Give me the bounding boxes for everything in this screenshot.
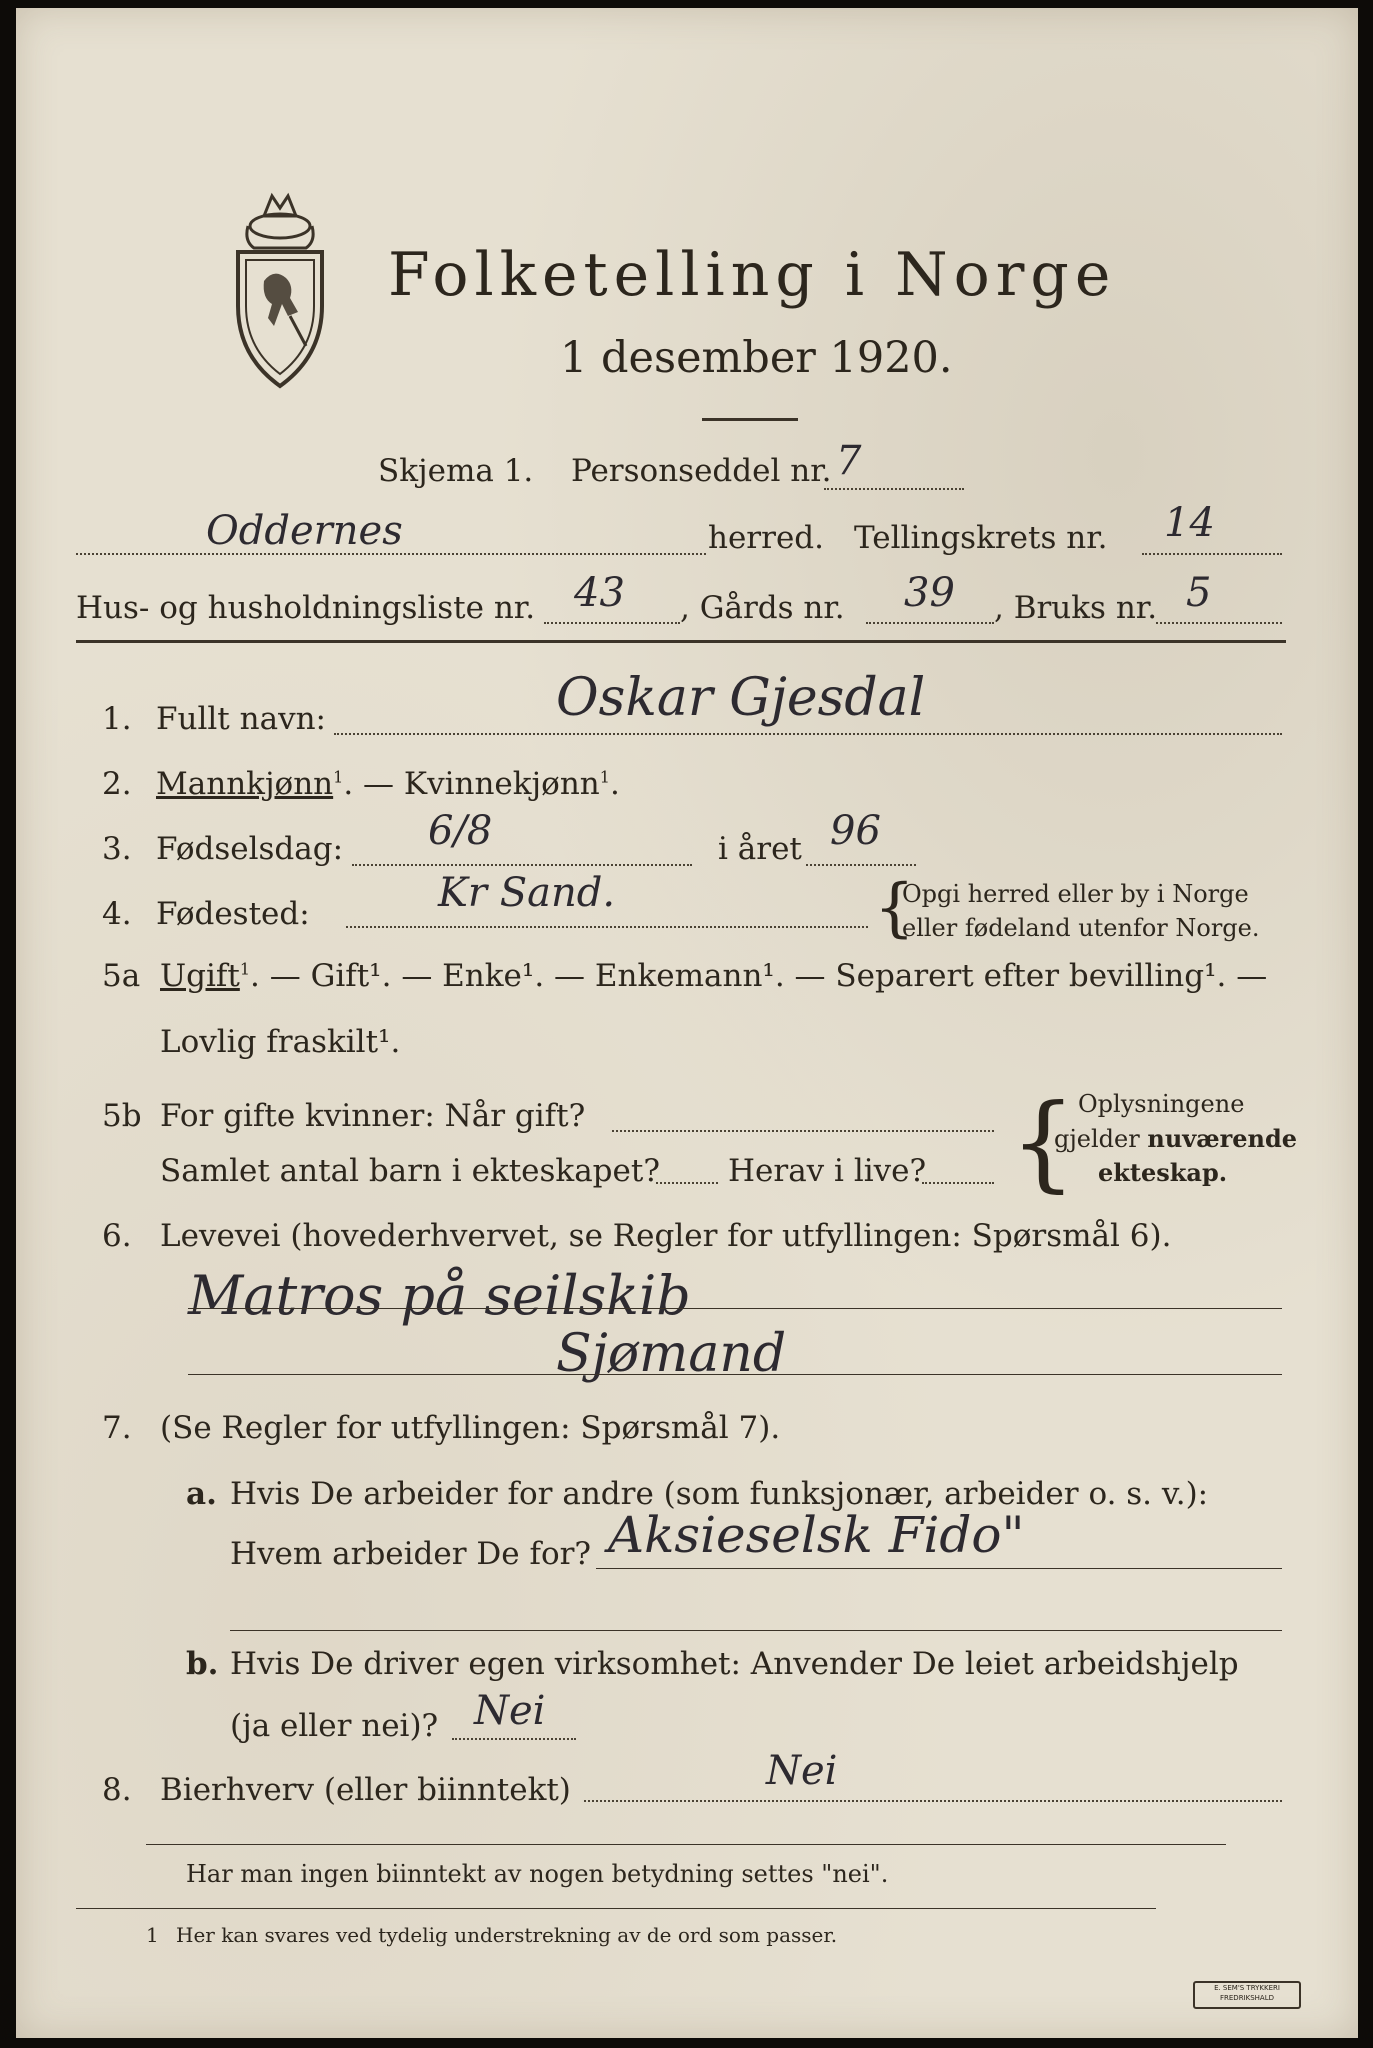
bruks-label: , Bruks nr. xyxy=(994,590,1158,626)
census-form-page xyxy=(16,8,1358,2038)
q4-line xyxy=(346,926,868,928)
tellingskrets-value: 14 xyxy=(1164,500,1215,546)
q2-end: . xyxy=(609,766,620,802)
q1-label: Fullt navn: xyxy=(156,701,326,737)
bruks-line xyxy=(1156,622,1282,624)
herred-label: herred. xyxy=(708,520,824,556)
printer-stamp xyxy=(1193,1981,1301,2009)
q6-value-1: Matros på seilskib xyxy=(188,1264,691,1327)
personseddel-value: 7 xyxy=(836,438,862,484)
q7a-label: Hvis De arbeider for andre (som funksjonær, arbeider o. s. v.): xyxy=(230,1476,1209,1512)
q5b-note-2b: nuværende xyxy=(1147,1124,1298,1153)
header-divider xyxy=(76,640,1286,643)
q4-label: Fødested: xyxy=(156,896,310,932)
schema-label: Skjema 1. xyxy=(378,453,534,489)
hus-value: 43 xyxy=(574,570,625,616)
q5b-note-2a: gjelder xyxy=(1054,1125,1140,1153)
q5b-children-line xyxy=(656,1182,718,1184)
form-title: Folketelling i Norge xyxy=(388,240,1117,310)
q6-number: 6. xyxy=(102,1218,132,1254)
q5b-note-3: ekteskap. xyxy=(1098,1158,1228,1187)
q2-male-option: Mannkjønn xyxy=(156,766,334,802)
q7b-value: Nei xyxy=(474,1688,546,1734)
q4-note-2: eller fødeland utenfor Norge. xyxy=(902,914,1260,942)
q4-number: 4. xyxy=(102,896,132,932)
form-date: 1 desember 1920. xyxy=(560,333,953,383)
bruks-value: 5 xyxy=(1186,570,1212,616)
q3-year-line xyxy=(806,864,916,866)
q4-brace: { xyxy=(874,871,915,945)
q5b-label: For gifte kvinner: Når gift? xyxy=(160,1098,586,1134)
tellingskrets-label: Tellingskrets nr. xyxy=(854,520,1108,556)
printer-stamp-line2: FREDRIKSHALD xyxy=(1219,1994,1274,2002)
q5a-ugift-option: Ugift xyxy=(160,958,240,994)
q1-number: 1. xyxy=(102,701,132,737)
personseddel-label: Personseddel nr. xyxy=(571,453,832,489)
footnote-text: Her kan svares ved tydelig understrekning av de ord som passer. xyxy=(176,1923,838,1947)
personseddel-line xyxy=(824,488,964,490)
q5b-note-2 xyxy=(1054,1124,1297,1153)
q3-line xyxy=(352,864,692,866)
q7b-label-2: (ja eller nei)? xyxy=(230,1708,439,1744)
q6-line-2 xyxy=(188,1374,1282,1375)
q4-value: Kr Sand. xyxy=(438,870,616,916)
q3-year-label: i året xyxy=(718,831,802,867)
hus-line xyxy=(544,622,680,624)
q6-value-2: Sjømand xyxy=(556,1324,787,1384)
q3-number: 3. xyxy=(102,831,132,867)
herred-line xyxy=(76,553,706,555)
q7b-label: Hvis De driver egen virksomhet: Anvender De leiet arbeidshjelp xyxy=(230,1646,1239,1682)
q5b-number: 5b xyxy=(102,1098,142,1134)
q7b-number: b. xyxy=(186,1646,219,1682)
q8-line xyxy=(584,1800,1282,1802)
q3-value: 6/8 xyxy=(428,808,493,854)
herred-value: Oddernes xyxy=(206,508,403,554)
q2-options: Mannkjønn$^1$. — Kvinnekjønn$^1$. xyxy=(156,766,620,802)
q5b-note-1: Oplysningene xyxy=(1078,1090,1245,1118)
tellingskrets-line xyxy=(1142,553,1282,555)
printer-stamp-line1: E. SEM'S TRYKKERI xyxy=(1214,1984,1280,1992)
gards-line xyxy=(866,622,994,624)
footer-note: Har man ingen biinntekt av nogen betydning settes "nei". xyxy=(186,1860,889,1888)
q5b-children-label: Samlet antal barn i ekteskapet? xyxy=(160,1153,660,1189)
q5a-options: Ugift$^1$. — Gift¹. — Enke¹. — Enkemann¹. — Separert efter bevilling¹. — xyxy=(160,958,1268,994)
q7a-label-2: Hvem arbeider De for? xyxy=(230,1536,592,1572)
q2-number: 2. xyxy=(102,766,132,802)
q3-label: Fødselsdag: xyxy=(156,831,344,867)
q8-value: Nei xyxy=(766,1748,838,1794)
q8-number: 8. xyxy=(102,1772,132,1808)
q6-label: Levevei (hovederhvervet, se Regler for utfyllingen: Spørsmål 6). xyxy=(160,1218,1172,1254)
footnote-divider xyxy=(76,1908,1156,1909)
bleed-through-text xyxy=(16,8,1358,2038)
q7-label: (Se Regler for utfyllingen: Spørsmål 7). xyxy=(160,1410,781,1446)
q5a-number: 5a xyxy=(102,958,141,994)
q5a-line2: Lovlig fraskilt¹. xyxy=(160,1024,401,1060)
gards-label: , Gårds nr. xyxy=(680,590,845,626)
q1-line xyxy=(334,733,1282,735)
q7-number: 7. xyxy=(102,1410,132,1446)
q7a-value: Aksieselsk Fido" xyxy=(608,1506,1025,1564)
q7b-line xyxy=(452,1738,576,1740)
q3-year-value: 96 xyxy=(830,808,881,854)
title-divider xyxy=(702,418,798,421)
q7a-line-2 xyxy=(230,1630,1282,1631)
q6-line-1 xyxy=(188,1308,1282,1309)
q2-female-option: . — Kvinnekjønn xyxy=(343,766,600,802)
q1-value: Oskar Gjesdal xyxy=(556,668,926,728)
q5b-alive-line xyxy=(922,1182,994,1184)
q4-note-1: Opgi herred eller by i Norge xyxy=(902,880,1249,908)
q5b-married-line xyxy=(612,1130,994,1132)
hus-label: Hus- og husholdningsliste nr. xyxy=(76,590,536,626)
q7a-number: a. xyxy=(186,1476,217,1512)
coat-of-arms-icon xyxy=(224,186,336,396)
q8-label: Bierhverv (eller biinntekt) xyxy=(160,1772,571,1808)
q7a-line-1 xyxy=(596,1568,1282,1569)
q5b-brace: { xyxy=(1010,1081,1077,1203)
footer-divider xyxy=(146,1844,1226,1845)
gards-value: 39 xyxy=(904,570,955,616)
q5a-other-options: . — Gift¹. — Enke¹. — Enkemann¹. — Separert efter bevilling¹. — xyxy=(250,958,1268,994)
footnote-number: 1 xyxy=(146,1923,159,1947)
q5b-alive-label: Herav i live? xyxy=(728,1153,927,1189)
